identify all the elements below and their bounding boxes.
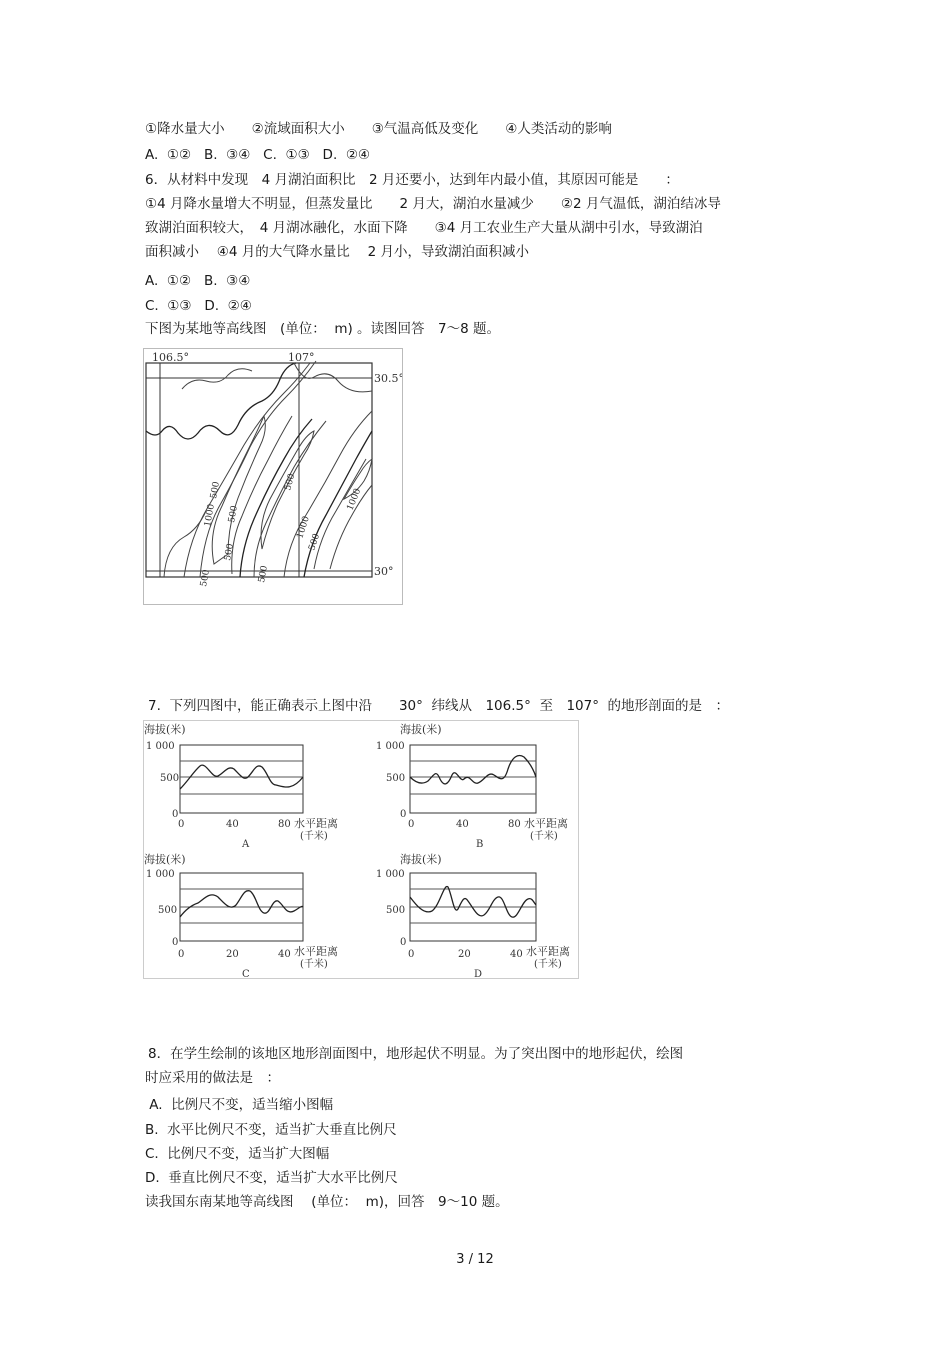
lon-right-label: 107° <box>288 351 315 364</box>
q6-options-line1: ①4 月降水量增大不明显，但蒸发量比 2 月大，湖泊水量减少 ②2 月气温低，湖泊结冰导 <box>145 196 721 212</box>
ytick-label: 0 <box>400 809 407 820</box>
q6-stem: 6．从材料中发现 4 月湖泊面积比 2 月还要小，达到年内最小值，其原因可能是 ： <box>145 172 679 188</box>
q6-choices-cd: C. ①③ D. ②④ <box>145 298 252 314</box>
xlabel: 水平距离 <box>294 817 338 830</box>
xtick-label: 20 <box>226 949 239 960</box>
profile-figure-svg <box>144 721 578 978</box>
xtick-label: 80 <box>508 819 521 830</box>
ytick-label: 0 <box>400 937 407 948</box>
ytick-label: 0 <box>172 937 179 948</box>
profile-panel-d <box>376 852 570 978</box>
ytick-label: 1 000 <box>146 869 175 880</box>
contour-label: 500 <box>227 504 240 524</box>
profile-ylabel: 海拔(米) <box>144 723 186 736</box>
q8-option-a: A. 比例尺不变，适当缩小图幅 <box>145 1097 334 1113</box>
q8-option-b: B. 水平比例尺不变，适当扩大垂直比例尺 <box>145 1122 397 1138</box>
contour-label: 1000 <box>295 515 312 540</box>
profile-ylabel: 海拔(米) <box>400 853 442 866</box>
contour-label: 500 <box>209 480 222 500</box>
ytick-label: 1 000 <box>146 741 175 752</box>
page-number: 3 / 12 <box>456 1252 494 1267</box>
panel-letter-d: D <box>474 969 483 978</box>
xtick-label: 80 <box>278 819 291 830</box>
profile-ylabel: 海拔(米) <box>144 853 186 866</box>
lat-top-label: 30.5° <box>374 372 402 385</box>
contour-map <box>143 348 403 605</box>
q5-choices: A. ①② B. ③④ C. ①③ D. ②④ <box>145 147 371 163</box>
xlabel: 水平距离 <box>524 817 568 830</box>
ytick-label: 0 <box>172 809 179 820</box>
panel-letter-b: B <box>476 839 484 850</box>
contour-label: 500 <box>283 472 298 492</box>
ytick-label: 500 <box>386 905 406 916</box>
xtick-label: 20 <box>458 949 471 960</box>
xtick-label: 0 <box>178 819 185 830</box>
xtick-label: 40 <box>278 949 291 960</box>
ytick-label: 500 <box>158 905 178 916</box>
question-8-line1: 8．在学生绘制的该地区地形剖面图中，地形起伏不明显。为了突出图中的地形起伏，绘图 <box>148 1046 684 1062</box>
xlabel-unit: (千米) <box>530 831 558 842</box>
lon-left-label: 106.5° <box>152 351 189 364</box>
contour-label: 500 <box>307 532 323 552</box>
ytick-label: 500 <box>386 773 406 784</box>
xtick-label: 0 <box>408 819 415 830</box>
xlabel-unit: (千米) <box>300 831 328 842</box>
q6-choices-ab: A. ①② B. ③④ <box>145 273 251 289</box>
xlabel: 水平距离 <box>526 945 570 958</box>
ytick-label: 1 000 <box>376 869 405 880</box>
xtick-label: 40 <box>456 819 469 830</box>
lat-bottom-label: 30° <box>374 565 394 578</box>
q8-option-d: D. 垂直比例尺不变，适当扩大水平比例尺 <box>145 1170 398 1186</box>
question-8-line2: 时应采用的做法是 ： <box>145 1070 280 1086</box>
xtick-label: 40 <box>510 949 523 960</box>
panel-letter-a: A <box>242 839 250 850</box>
profile-panel-b <box>376 722 568 850</box>
option-list-factors: ①降水量大小 ②流域面积大小 ③气温高低及变化 ④人类活动的影响 <box>145 121 612 137</box>
xlabel: 水平距离 <box>294 945 338 958</box>
ytick-label: 500 <box>160 773 180 784</box>
xtick-label: 0 <box>408 949 415 960</box>
xtick-label: 40 <box>226 819 239 830</box>
profile-ylabel: 海拔(米) <box>400 723 442 736</box>
q8-option-c: C. 比例尺不变，适当扩大图幅 <box>145 1146 330 1162</box>
profile-panel-c <box>144 852 338 978</box>
xlabel-unit: (千米) <box>534 959 562 970</box>
map-intro: 下图为某地等高线图 (单位： m) 。读图回答 7～8 题。 <box>145 321 501 337</box>
profile-panel-a <box>144 722 338 850</box>
contour-label: 500 <box>223 542 236 562</box>
contour-map-svg <box>144 349 402 604</box>
panel-letter-c: C <box>242 969 250 978</box>
ytick-label: 1 000 <box>376 741 405 752</box>
contour-label: 500 <box>257 564 270 584</box>
contour-label: 1000 <box>345 487 364 513</box>
profile-figure <box>143 720 579 979</box>
contour-label: 1000 <box>203 503 217 528</box>
contour-label: 500 <box>199 568 212 588</box>
question-7: 7. 下列四图中，能正确表示上图中沿 30° 纬线从 106.5° 至 107° 的地形剖面的是 ： <box>148 698 730 714</box>
q6-options-line2: 致湖泊面积较大， 4 月湖冰融化，水面下降 ③4 月工农业生产大量从湖中引水，导致湖泊 <box>145 220 703 236</box>
xlabel-unit: (千米) <box>300 959 328 970</box>
q6-options-line3: 面积减小 ④4 月的大气降水量比 2 月小，导致湖泊面积减小 <box>145 244 529 260</box>
question-9-intro: 读我国东南某地等高线图 (单位： m)，回答 9～10 题。 <box>145 1194 509 1210</box>
xtick-label: 0 <box>178 949 185 960</box>
